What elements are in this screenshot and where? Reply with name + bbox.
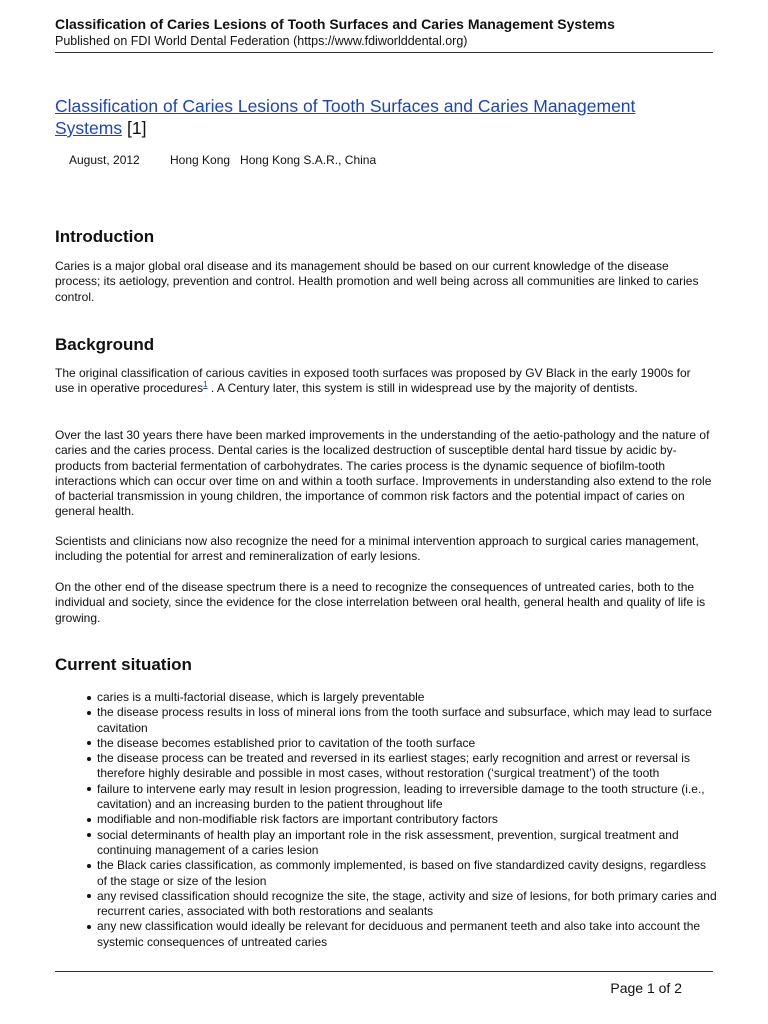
list-item: any new classification would ideally be relevant for deciduous and permanent teeth and also take into account the systemic consequences of untreated caries [97, 919, 717, 950]
footnote-link-1[interactable]: 1 [203, 380, 208, 390]
document-meta [69, 152, 376, 168]
document-date: August, 2012 [69, 153, 140, 167]
document-title [55, 95, 695, 139]
page-number: Page 1 of 2 [610, 980, 682, 996]
list-item: caries is a multi-factorial disease, which is largely preventable [97, 690, 717, 705]
background-paragraph-1 [55, 366, 713, 397]
list-item: failure to intervene early may result in lesion progression, leading to irreversible damage to the tooth structure (i.e., cavitation) and an increasing burden to the patient throughout life [97, 782, 717, 813]
background-paragraph-2: Over the last 30 years there have been marked improvements in the understanding of the aetio-pathology and the nature of caries and the caries process. Dental caries is the localized destruction of susceptible dental hard tissue by acidic by-products from bacterial fermentation of carbohydrates. The caries process is the dynamic sequence of biofilm-tooth interactions which can occur over time on and within a tooth surface. Improvements in understanding also extend to the role of bacterial transmission in young children, the importance of common risk factors and the potential impact of caries on general health. [55, 428, 712, 519]
list-item: the disease process results in loss of mineral ions from the tooth surface and subsurface, which may lead to surface cavitation [97, 705, 717, 736]
document-title-link[interactable]: Classification of Caries Lesions of Tooth Surfaces and Caries Management Systems [55, 96, 636, 138]
introduction-heading: Introduction [55, 227, 155, 246]
list-item: social determinants of health play an important role in the risk assessment, prevention, surgical treatment and continuing management of a caries lesion [97, 828, 717, 859]
header-published-line: Published on FDI World Dental Federation (https://www.fdiworlddental.org) [55, 34, 468, 48]
header-divider [55, 52, 713, 53]
header-title: Classification of Caries Lesions of Tooth Surfaces and Caries Management Systems [55, 16, 615, 32]
list-item: the Black caries classification, as commonly implemented, is based on five standardized cavity designs, regardless of the stage or size of the lesion [97, 858, 717, 889]
background-p1-text: The original classification of carious cavities in exposed tooth surfaces was proposed by GV Black in the early 1900s for use in operative procedures [55, 366, 691, 396]
list-item: any revised classification should recognize the site, the stage, activity and size of lesions, for both primary caries and recurrent caries, associated with both restorations and sealants [97, 888, 717, 919]
list-item: the disease process can be treated and reversed in its earliest stages; early recognition and arrest or reversal is therefore highly desirable and possible in most cases, without restoration (‘surgical treatment’) of the tooth [97, 751, 717, 782]
background-p1-text-after: . A Century later, this system is still in widespread use by the majority of dentists. [207, 381, 638, 396]
footer-divider [55, 971, 713, 972]
background-paragraph-4: On the other end of the disease spectrum there is a need to recognize the consequences of untreated caries, both to the individual and society, since the evidence for the close interrelation between oral health, general health and quality of life is growing. [55, 580, 706, 625]
background-paragraph-3: Scientists and clinicians now also recognize the need for a minimal intervention approach to surgical caries management, including the potential for arrest and remineralization of early lesions. [55, 534, 699, 564]
document-title-ref: [1] [126, 118, 147, 138]
list-item: modifiable and non-modifiable risk factors are important contributory factors [97, 812, 717, 827]
current-situation-list [97, 690, 717, 950]
current-situation-heading: Current situation [55, 655, 192, 674]
list-item: the disease becomes established prior to cavitation of the tooth surface [97, 736, 717, 751]
background-heading: Background [55, 335, 155, 354]
page-header [55, 15, 713, 50]
document-location: Hong Kong Hong Kong S.A.R., China [170, 153, 377, 167]
introduction-paragraph: Caries is a major global oral disease and its management should be based on our current knowledge of the disease process; its aetiology, prevention and control. Health promotion and well being across all communities are linked to caries control. [55, 259, 699, 304]
